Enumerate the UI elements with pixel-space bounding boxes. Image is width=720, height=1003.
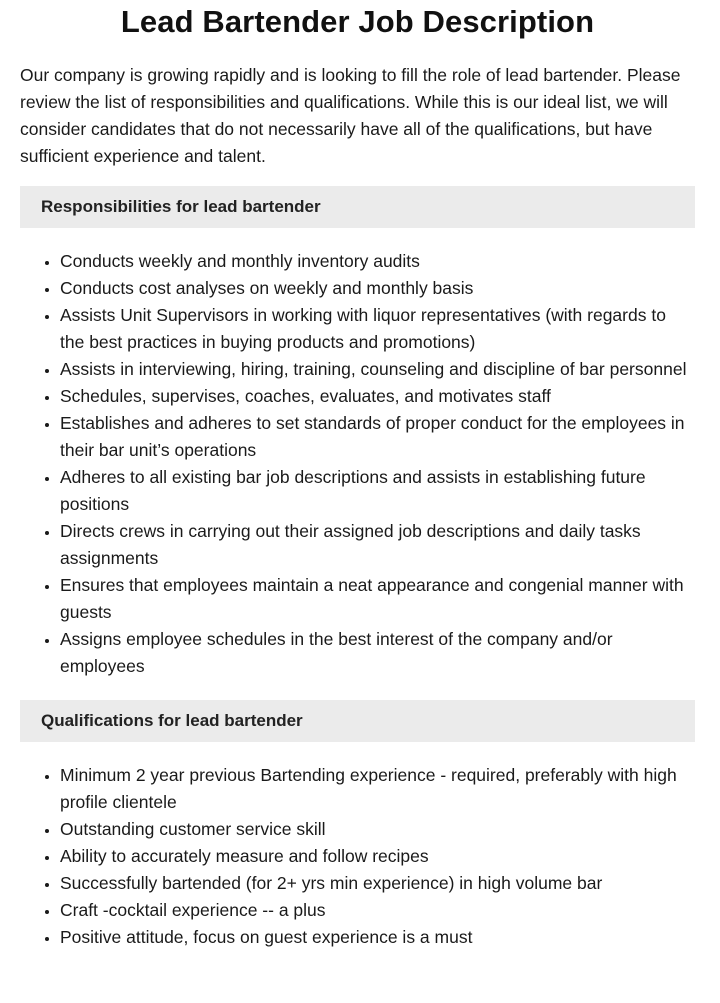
list-item: • Minimum 2 year previous Bartending experience - required, preferably with high profile clientele (60, 762, 695, 816)
intro-paragraph: Our company is growing rapidly and is looking to fill the role of lead bartender. Please review the list of responsibilities and qualifications. While this is our ideal list, we will consider candidates that do not necessarily have all of the qualifications, but have sufficient experience and talent. (20, 65, 681, 166)
list-item: • Assigns employee schedules in the best interest of the company and/or employees (60, 626, 695, 680)
list-item: • Schedules, supervises, coaches, evaluates, and motivates staff (60, 383, 695, 410)
qualifications-list (20, 762, 695, 951)
list-item: • Assists Unit Supervisors in working with liquor representatives (with regards to the best practices in buying products and promotions) (60, 302, 695, 356)
list-item: • Positive attitude, focus on guest experience is a must (60, 924, 695, 951)
list-item: • Directs crews in carrying out their assigned job descriptions and daily tasks assignments (60, 518, 695, 572)
page-title: Lead Bartender Job Description (120, 4, 595, 39)
responsibilities-heading: Responsibilities for lead bartender (20, 186, 695, 228)
list-item: • Conducts weekly and monthly inventory audits (60, 248, 695, 275)
list-item: • Successfully bartended (for 2+ yrs min experience) in high volume bar (60, 870, 695, 897)
list-item: • Ensures that employees maintain a neat appearance and congenial manner with guests (60, 572, 695, 626)
responsibilities-list (20, 248, 695, 680)
list-item: • Outstanding customer service skill (60, 816, 695, 843)
list-item: • Ability to accurately measure and follow recipes (60, 843, 695, 870)
list-item: • Craft -cocktail experience -- a plus (60, 897, 695, 924)
qualifications-heading: Qualifications for lead bartender (20, 700, 695, 742)
list-item: • Adheres to all existing bar job descriptions and assists in establishing future positions (60, 464, 695, 518)
list-item: • Establishes and adheres to set standards of proper conduct for the employees in their bar unit’s operations (60, 410, 695, 464)
list-item: • Conducts cost analyses on weekly and monthly basis (60, 275, 695, 302)
list-item: • Assists in interviewing, hiring, training, counseling and discipline of bar personnel (60, 356, 695, 383)
